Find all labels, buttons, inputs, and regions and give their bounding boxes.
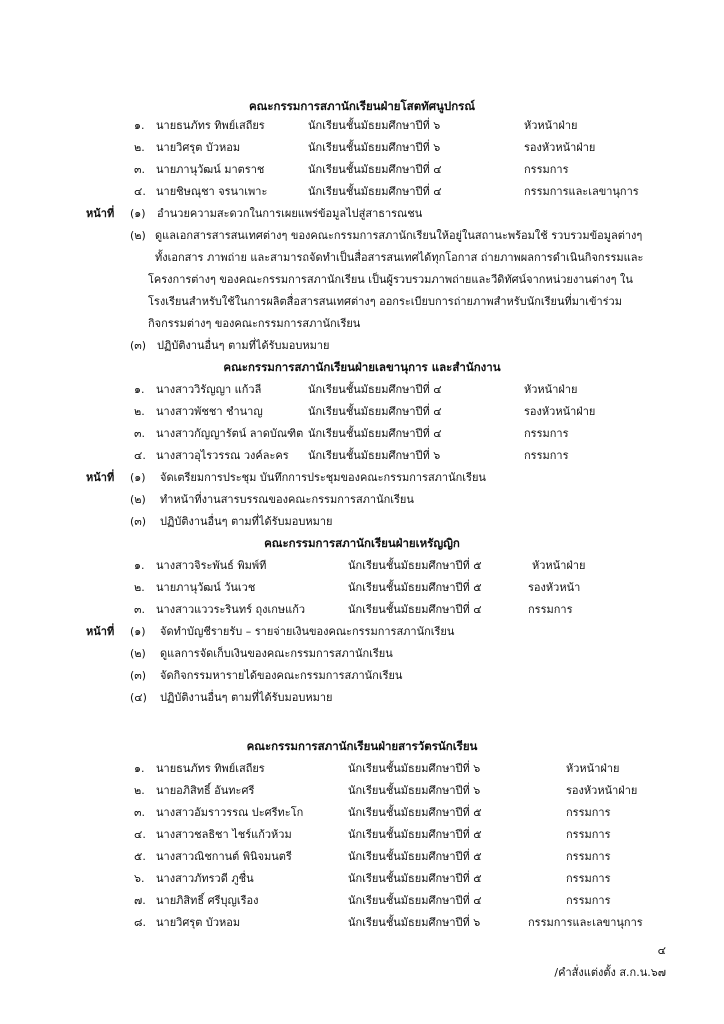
duty-text: ปฏิบัติงานอื่นๆ ตามที่ได้รับมอบหมาย bbox=[157, 339, 330, 352]
member-row: ๓. นายภานุวัฒน์ มาตราช นักเรียนชั้นมัธยมศึกษาปีที่ ๔ กรรมการ bbox=[134, 163, 569, 176]
duty-text: ทั้งเอกสาร ภาพถ่าย และสามารถจัดทำเป็นสื่อสารสนเทศได้ทุกโอกาส ถ่ายภาพผลการดำเนินกิจกรรมและ bbox=[155, 251, 644, 264]
member-row: ๓. นางสาวอัมราวรรณ ปะศรีทะโก นักเรียนชั้นมัธยมศึกษาปีที่ ๕ กรรมการ bbox=[134, 806, 611, 819]
duty-number: (๒) bbox=[130, 647, 146, 660]
duty-text: โรงเรียนสำหรับใช้ในการผลิตสื่อสารสนเทศต่างๆ ออกระเบียบการถ่ายภาพสำหรับนักเรียนที่มาเข้าร่วม bbox=[148, 295, 622, 308]
section-title-inspector: คณะกรรมการสภานักเรียนฝ่ายสารวัตรนักเรียน bbox=[246, 739, 478, 753]
member-row: ๑. นางสาววิรัญญา แก้วลี นักเรียนชั้นมัธยมศึกษาปีที่ ๔ หัวหน้าฝ่าย bbox=[134, 383, 578, 396]
member-row: ๖. นางสาวภัทรวดี ภูชื่น นักเรียนชั้นมัธยมศึกษาปีที่ ๕ กรรมการ bbox=[134, 872, 611, 885]
member-row: ๘. นายวิศรุต บัวหอม นักเรียนชั้นมัธยมศึกษาปีที่ ๖ กรรมการและเลขานุการ bbox=[134, 916, 643, 929]
duty-text: ปฏิบัติงานอื่นๆ ตามที่ได้รับมอบหมาย bbox=[160, 515, 333, 528]
duty-text: ดูแลเอกสารสารสนเทศต่างๆ ของคณะกรรมการสภานักเรียนให้อยู่ในสถานะพร้อมใช้ รวบรวมข้อมูลต่างๆ bbox=[155, 229, 643, 242]
duty-number: (๓) bbox=[130, 669, 147, 682]
member-row: ๑. นายธนภัทร ทิพย์เสถียร นักเรียนชั้นมัธยมศึกษาปีที่ ๖ หัวหน้าฝ่าย bbox=[134, 762, 620, 775]
duty-label: หน้าที่ bbox=[86, 471, 115, 484]
member-row: ๒. นายภานุวัฒน์ วันเวช นักเรียนชั้นมัธยมศึกษาปีที่ ๕ รองหัวหน้า bbox=[134, 581, 581, 594]
duty-number: (๒) bbox=[130, 229, 146, 242]
duty-number: (๓) bbox=[130, 515, 147, 528]
member-row: ๗. นายภิสิทธิ์ ศรีบุญเรือง นักเรียนชั้นมัธยมศึกษาปีที่ ๔ กรรมการ bbox=[134, 894, 611, 907]
section-title-treasurer: คณะกรรมการสภานักเรียนฝ่ายเหรัญญิก bbox=[264, 536, 460, 550]
member-row: ๓. นางสาวแววระรินทร์ ถุงเกษแก้ว นักเรียนชั้นมัธยมศึกษาปีที่ ๔ กรรมการ bbox=[134, 603, 573, 616]
section-title-av: คณะกรรมการสภานักเรียนฝ่ายโสตทัศนูปกรณ์ bbox=[248, 99, 476, 113]
duty-number: (๒) bbox=[130, 493, 146, 506]
duty-text: จัดทำบัญชีรายรับ – รายจ่ายเงินของคณะกรรมการสภานักเรียน bbox=[160, 625, 455, 638]
member-row: ๔. นางสาวชลธิชา ไชร์แก้วห้วม นักเรียนชั้นมัธยมศึกษาปีที่ ๕ กรรมการ bbox=[134, 828, 611, 841]
continuation-reference: /คำสั่งแต่งตั้ง ส.ก.น.๖๗ bbox=[554, 966, 666, 979]
duty-number: (๔) bbox=[130, 691, 147, 704]
member-row: ๔. นายชิษณุชา จรนาเพาะ นักเรียนชั้นมัธยมศึกษาปีที่ ๔ กรรมการและเลขานุการ bbox=[134, 185, 639, 198]
member-row: ๒. นายอภิสิทธิ์ อันทะศรี นักเรียนชั้นมัธยมศึกษาปีที่ ๖ รองหัวหน้าฝ่าย bbox=[134, 784, 638, 797]
duty-number: (๓) bbox=[130, 339, 147, 352]
section-title-secretary: คณะกรรมการสภานักเรียนฝ่ายเลขานุการ และสำนักงาน bbox=[223, 360, 501, 374]
member-row: ๑. นางสาวจิระพันธ์ พิมพ์ที นักเรียนชั้นมัธยมศึกษาปีที่ ๕ หัวหน้าฝ่าย bbox=[134, 559, 586, 572]
duty-number: (๑) bbox=[130, 207, 146, 220]
duty-text: จัดกิจกรรมหารายได้ของคณะกรรมการสภานักเรียน bbox=[160, 669, 403, 682]
duty-number: (๑) bbox=[130, 625, 146, 638]
member-row: ๓. นางสาวกัญญารัตน์ ลาดบัณฑิต นักเรียนชั้นมัธยมศึกษาปีที่ ๔ กรรมการ bbox=[134, 427, 569, 440]
duty-text: โครงการต่างๆ ของคณะกรรมการสภานักเรียน เป็นผู้รวบรวมภาพถ่ายและวีดิทัศน์จากหน่วยงานต่างๆ ใน bbox=[148, 273, 633, 286]
duty-label: หน้าที่ bbox=[86, 207, 115, 220]
duty-text: ปฏิบัติงานอื่นๆ ตามที่ได้รับมอบหมาย bbox=[160, 691, 333, 704]
duty-label: หน้าที่ bbox=[86, 625, 115, 638]
page-number: ๔ bbox=[657, 944, 666, 957]
member-row: ๕. นางสาวณิชกานต์ พินิจมนตรี นักเรียนชั้นมัธยมศึกษาปีที่ ๕ กรรมการ bbox=[134, 850, 611, 863]
member-row: ๑. นายธนภัทร ทิพย์เสถียร นักเรียนชั้นมัธยมศึกษาปีที่ ๖ หัวหน้าฝ่าย bbox=[134, 119, 578, 132]
member-row: ๒. นายวิศรุต บัวหอม นักเรียนชั้นมัธยมศึกษาปีที่ ๖ รองหัวหน้าฝ่าย bbox=[134, 141, 596, 154]
member-row: ๒. นางสาวพัชชา ชำนาญ นักเรียนชั้นมัธยมศึกษาปีที่ ๔ รองหัวหน้าฝ่าย bbox=[134, 405, 596, 418]
duty-text: ดูแลการจัดเก็บเงินของคณะกรรมการสภานักเรียน bbox=[160, 647, 393, 660]
duty-text: กิจกรรมต่างๆ ของคณะกรรมการสภานักเรียน bbox=[148, 317, 361, 330]
member-row: ๔. นางสาวอุไรวรรณ วงค์ละคร นักเรียนชั้นมัธยมศึกษาปีที่ ๖ กรรมการ bbox=[134, 449, 569, 462]
duty-number: (๑) bbox=[130, 471, 146, 484]
duty-text: ทำหน้าที่งานสารบรรณของคณะกรรมการสภานักเรียน bbox=[160, 493, 414, 506]
duty-text: จัดเตรียมการประชุม บันทึกการประชุมของคณะกรรมการสภานักเรียน bbox=[160, 471, 486, 484]
duty-text: อำนวยความสะดวกในการเผยแพร่ข้อมูลไปสู่สาธารณชน bbox=[157, 207, 423, 220]
